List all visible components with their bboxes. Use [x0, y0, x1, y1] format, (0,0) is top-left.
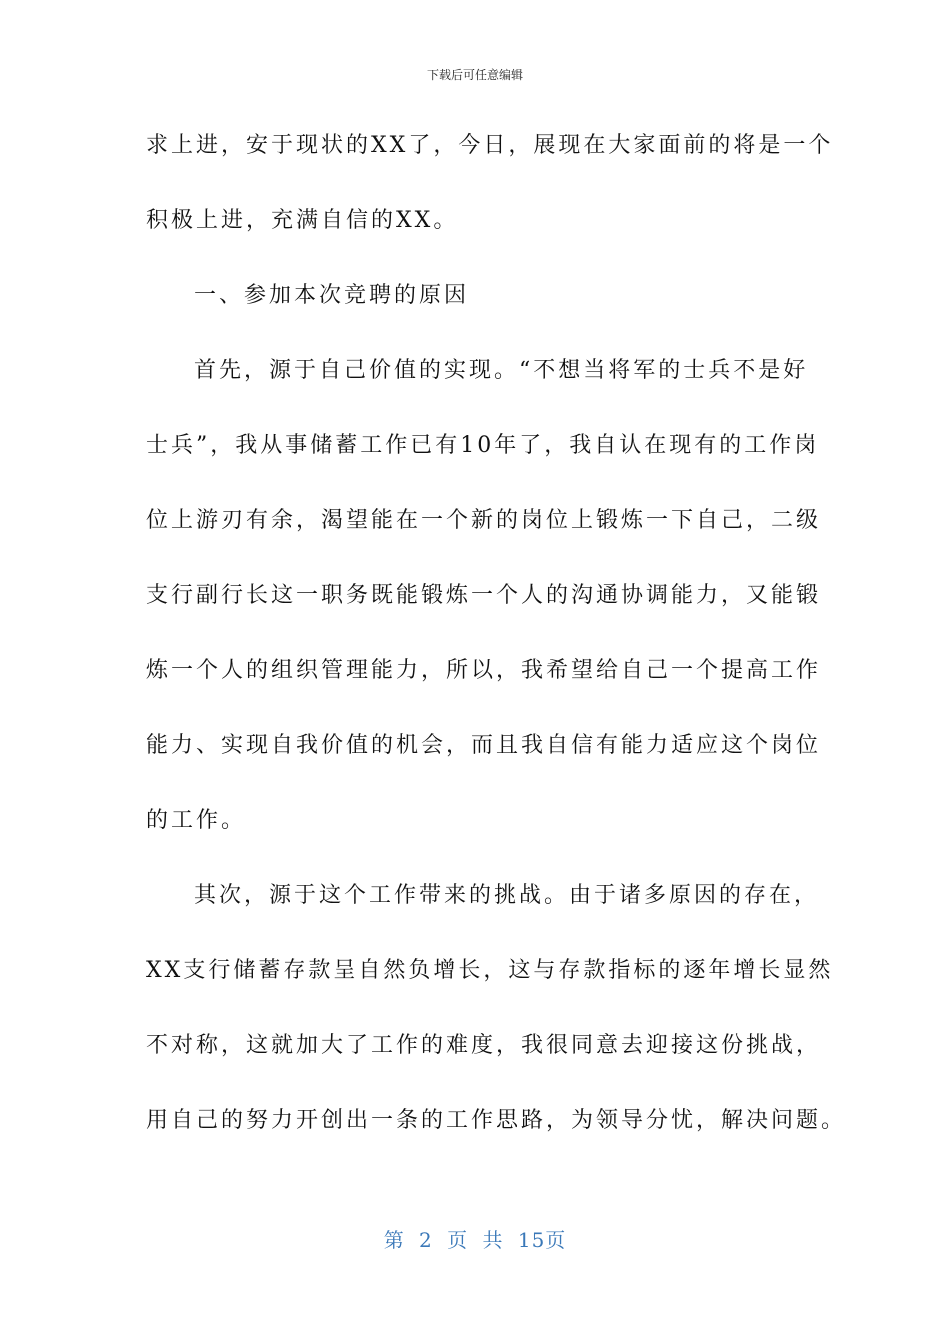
- current-page-number: 2: [419, 1228, 433, 1252]
- section-heading: 一、参加本次竞聘的原因: [194, 283, 470, 308]
- footer-total-prefix: 共: [482, 1228, 504, 1252]
- document-body: [146, 124, 847, 1174]
- footer-page-label: 页: [447, 1228, 469, 1252]
- text-line-11: 其次，源于这个工作带来的挑战。由于诸多原因的存在，: [194, 883, 820, 908]
- footer-prefix: 第: [383, 1228, 405, 1252]
- text-line-10: 的工作。: [146, 808, 247, 833]
- text-line-14: 用自己的努力开创出一条的工作思路，为领导分忧，解决问题。: [146, 1108, 847, 1133]
- text-line-6: 位上游刃有余，渴望能在一个新的岗位上锻炼一下自己，二级: [146, 508, 822, 533]
- text-line-7: 支行副行长这一职务既能锻炼一个人的沟通协调能力，又能锻: [146, 583, 822, 608]
- text-line-2: 积极上进，充满自信的XX。: [146, 208, 459, 233]
- text-line-12: XX支行储蓄存款呈自然负增长，这与存款指标的逐年增长显然: [146, 958, 834, 983]
- text-line-4: 首先，源于自己价值的实现。“不想当将军的士兵不是好: [194, 358, 809, 383]
- text-line-9: 能力、实现自我价值的机会，而且我自信有能力适应这个岗位: [146, 733, 822, 758]
- text-line-5: 士兵”，我从事储蓄工作已有10年了，我自认在现有的工作岗: [146, 433, 820, 458]
- page-footer: [0, 1224, 950, 1253]
- page-header: 下载后可任意编辑: [426, 68, 523, 82]
- text-line-1: 求上进，安于现状的XX了，今日，展现在大家面前的将是一个: [146, 133, 834, 158]
- total-pages: 15页: [517, 1228, 567, 1252]
- text-line-13: 不对称，这就加大了工作的难度，我很同意去迎接这份挑战，: [146, 1033, 822, 1058]
- text-line-8: 炼一个人的组织管理能力，所以，我希望给自己一个提高工作: [146, 658, 822, 683]
